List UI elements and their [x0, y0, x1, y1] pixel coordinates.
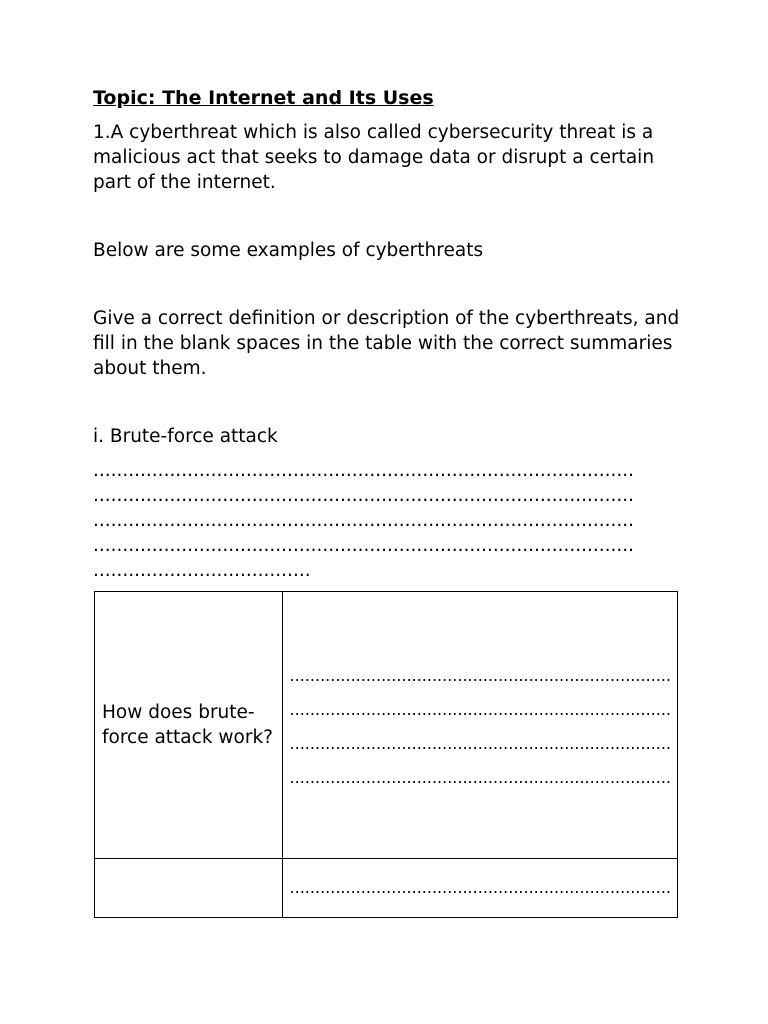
- examples-paragraph: Below are some examples of cyberthreats: [93, 240, 484, 261]
- answer-line[interactable]: ............................................................................................: [93, 535, 635, 556]
- answer-blank[interactable]: ...........................................................................: [289, 878, 671, 897]
- answer-line[interactable]: ............................................................................................: [93, 460, 635, 481]
- intro-paragraph: 1.A cyberthreat which is also called cybersecurity threat is a malicious act that seeks to damage data or disrupt a certain part of the internet.: [93, 122, 655, 193]
- answer-blank[interactable]: ...........................................................................: [289, 768, 671, 787]
- answer-blank[interactable]: ...........................................................................: [289, 734, 671, 753]
- answer-blank-lines: [93, 458, 693, 583]
- answer-cell[interactable]: [282, 859, 677, 918]
- question-cell[interactable]: [95, 859, 283, 918]
- answer-line[interactable]: ............................................................................................: [93, 485, 635, 506]
- answer-cell[interactable]: [282, 592, 677, 859]
- question-cell: How does brute-force attack work?: [95, 592, 283, 859]
- summary-table: [94, 591, 678, 918]
- table-row: [95, 592, 678, 859]
- answer-blank[interactable]: ...........................................................................: [289, 666, 671, 685]
- answer-line[interactable]: ............................................................................................: [93, 510, 635, 531]
- answer-line[interactable]: .....................................: [93, 560, 311, 581]
- page-title: Topic: The Internet and Its Uses: [93, 87, 434, 109]
- answer-blank[interactable]: ...........................................................................: [289, 700, 671, 719]
- table-row: [95, 859, 678, 918]
- instructions-paragraph: Give a correct definition or description of the cyberthreats, and fill in the blank spaces in the table with the correct summaries about them.: [93, 308, 680, 379]
- item-heading-brute-force: i. Brute-force attack: [93, 426, 278, 447]
